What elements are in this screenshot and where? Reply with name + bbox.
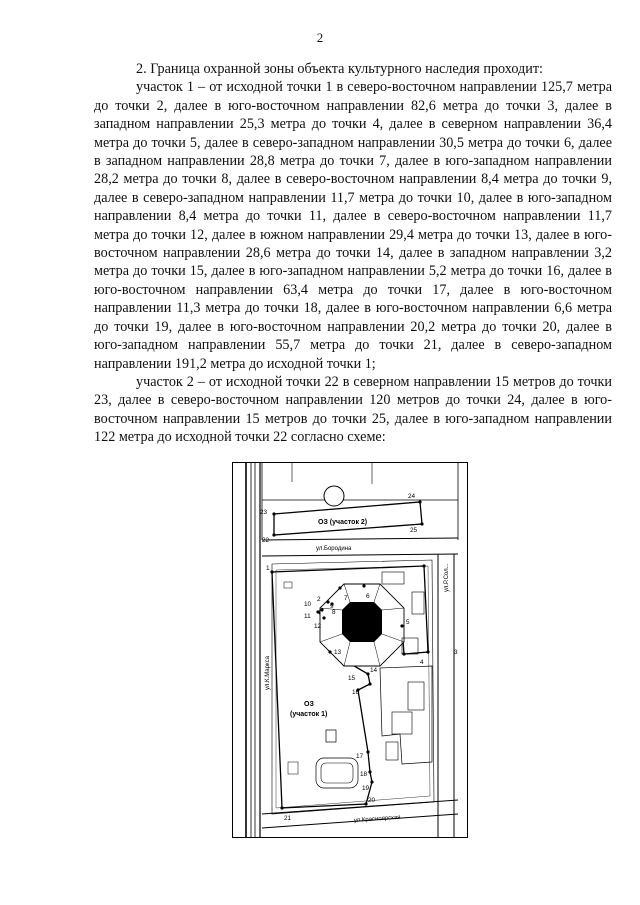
point-label-20: 20	[368, 797, 376, 804]
point-label-4: 4	[420, 659, 424, 666]
zone-2-label: ОЗ (участок 2)	[318, 519, 368, 526]
point-label-25: 25	[410, 527, 418, 534]
street-label-krasnoyarskaya: ул.Красноярская	[353, 814, 401, 824]
point-label-12: 12	[314, 623, 322, 630]
document-body	[94, 60, 612, 447]
point-label-23: 23	[260, 509, 268, 516]
street-label-borodina: ул.Бородина	[316, 546, 352, 552]
point-label-21: 21	[284, 815, 292, 822]
point-label-3: 3	[454, 649, 458, 656]
point-label-19: 19	[362, 785, 370, 792]
point-label-1: 1	[266, 565, 270, 572]
point-label-14: 14	[370, 667, 378, 674]
point-label-9: 9	[330, 603, 334, 610]
point-label-18: 18	[360, 771, 368, 778]
point-label-2: 2	[317, 596, 321, 603]
point-label-22: 22	[262, 537, 270, 544]
point-label-15: 15	[348, 675, 356, 682]
church-building	[320, 584, 404, 666]
street-marksa	[246, 462, 260, 838]
boundary-scheme-map	[232, 462, 468, 838]
point-label-16: 16	[352, 689, 360, 696]
paragraph-section-1: участок 1 – от исходной точки 1 в северо-восточном направлении 125,7 метра до точки 2, далее в юго-восточном направлении 82,6 метра до точки 3, далее в западном направлении 25,3 метра до точки 4, далее в северном направлении 36,4 метра до точки 5, далее в северо-западном направлении 30,5 метра до точки 6, далее в западном направлении 28,8 метра до точки 7, далее в юго-западном направлении 28,2 метра до точки 8, далее в северо-восточном направлении 8,4 метра до точки 9, далее в северо-западном направлении 11,7 метра до точки 10, далее в юго-западном направлении 8,4 метра до точки 11, далее в северо-восточном направлении 11,7 метра до точки 12, далее в южном направлении 29,4 метра до точки 13, далее в юго-восточном направлении 28,6 метра до точки 14, далее в западном направлении 3,2 метра до точки 15, далее в юго-западном направлении 5,2 метра до точки 16, далее в юго-восточном направлении 63,4 метра до точки 17, далее в юго-восточном направлении 11,3 метра до точки 18, далее в юго-восточном направлении 6,6 метра до точки 19, далее в юго-восточном направлении 20,2 метра до точки 20, далее в юго-западном направлении 55,7 метра до точки 21, далее в северо-западном направлении 191,2 метра до исходной точки 1;	[94, 79, 612, 372]
zone-1-label-line1: ОЗ	[304, 701, 314, 708]
paragraph-section-2: участок 2 – от исходной точки 22 в северном направлении 15 метров до точки 23, далее в северо-восточном направлении 120 метров до точки 24, далее в юго-восточном направлении 15 метров до точки 25, далее в юго-западном направлении 122 метра до исходной точки 22 согласно схеме:	[94, 373, 612, 446]
street-label-right: ул.Р.Сол...	[444, 563, 450, 592]
paragraph-heading: 2. Граница охранной зоны объекта культурного наследия проходит:	[136, 61, 543, 77]
point-label-10: 10	[304, 601, 312, 608]
page-number: 2	[316, 30, 324, 45]
point-label-7: 7	[344, 595, 348, 602]
point-label-5: 5	[406, 619, 410, 626]
point-label-24: 24	[408, 493, 416, 500]
zone-1-label-line2: (участок 1)	[290, 711, 328, 718]
point-label-6: 6	[366, 593, 370, 600]
street-right	[438, 554, 454, 838]
street-label-marksa: ул.К.Маркса	[265, 656, 271, 690]
point-label-8: 8	[332, 609, 336, 616]
point-label-11: 11	[304, 613, 311, 620]
point-label-17: 17	[356, 753, 364, 760]
street-borodina	[262, 538, 458, 556]
point-label-13: 13	[334, 649, 342, 656]
scheme-svg	[232, 462, 468, 838]
